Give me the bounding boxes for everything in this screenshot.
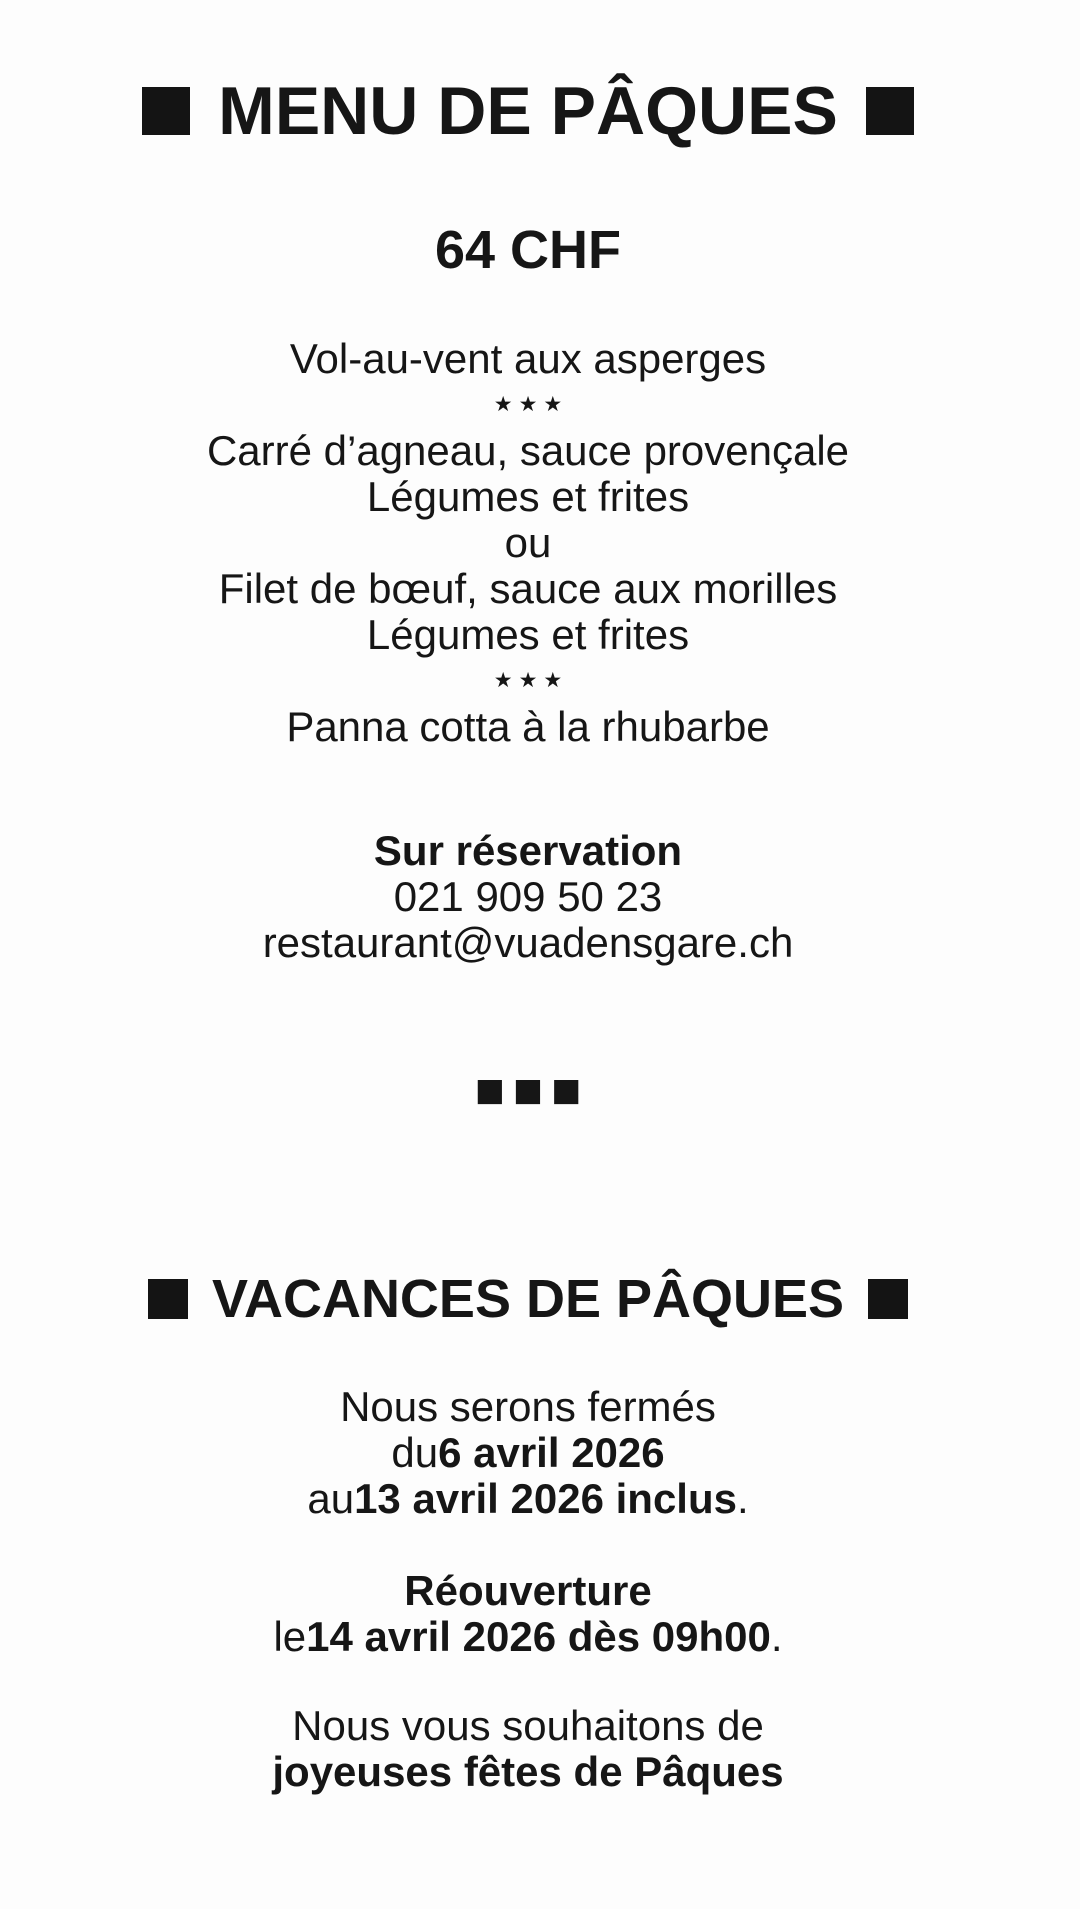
closure-start-line (0, 1430, 1056, 1476)
stars-separator-icon: ★★★ (493, 393, 569, 416)
closure-end-suffix: . (736, 1475, 749, 1522)
reservation-phone: 021 909 50 23 (393, 873, 663, 920)
course-line: Carré d’agneau, sauce provençale (206, 427, 850, 474)
vacances-title-row (0, 1269, 1056, 1329)
reopening-block (0, 1568, 1056, 1660)
closure-start-prefix: du (391, 1429, 439, 1476)
reopening-date-line (0, 1614, 1056, 1660)
menu-price: 64 CHF (434, 220, 622, 280)
menu-title: MENU DE PÂQUES (218, 73, 838, 149)
closure-end-line (0, 1476, 1056, 1522)
course-line: Panna cotta à la rhubarbe (286, 703, 770, 750)
course-line: Filet de bœuf, sauce aux morilles (218, 565, 838, 612)
closure-dates-block (0, 1384, 1056, 1522)
black-square-icon (142, 87, 190, 135)
three-squares-divider-icon: ■■■ (474, 1062, 590, 1118)
reopening-title: Réouverture (404, 1567, 652, 1614)
reopening-suffix: . (770, 1613, 783, 1660)
wishes-line-bold: joyeuses fêtes de Pâques (272, 1748, 784, 1795)
vacances-title: VACANCES DE PÂQUES (211, 1269, 845, 1329)
closure-end-prefix: au (307, 1475, 355, 1522)
reservation-title: Sur réservation (373, 827, 683, 874)
closure-end-date: 13 avril 2026 inclus (354, 1475, 737, 1522)
wishes-line: Nous vous souhaitons de (292, 1702, 764, 1749)
black-square-icon (148, 1279, 188, 1319)
black-square-icon (866, 87, 914, 135)
menu-courses (0, 336, 1056, 750)
closure-start-date: 6 avril 2026 (438, 1429, 665, 1476)
course-line: Vol-au-vent aux asperges (289, 335, 767, 382)
course-line: Légumes et frites (366, 611, 690, 658)
menu-title-row (0, 74, 1056, 148)
course-choice-separator: ou (504, 519, 552, 566)
course-line: Légumes et frites (366, 473, 690, 520)
black-square-icon (868, 1279, 908, 1319)
reservation-email: restaurant@vuadensgare.ch (262, 919, 794, 966)
closure-line: Nous serons fermés (340, 1383, 716, 1430)
reservation-block (0, 828, 1056, 966)
reopening-prefix: le (273, 1613, 307, 1660)
wishes-block (0, 1703, 1056, 1795)
stars-separator-icon: ★★★ (493, 669, 569, 692)
reopening-date: 14 avril 2026 dès 09h00 (306, 1613, 771, 1660)
